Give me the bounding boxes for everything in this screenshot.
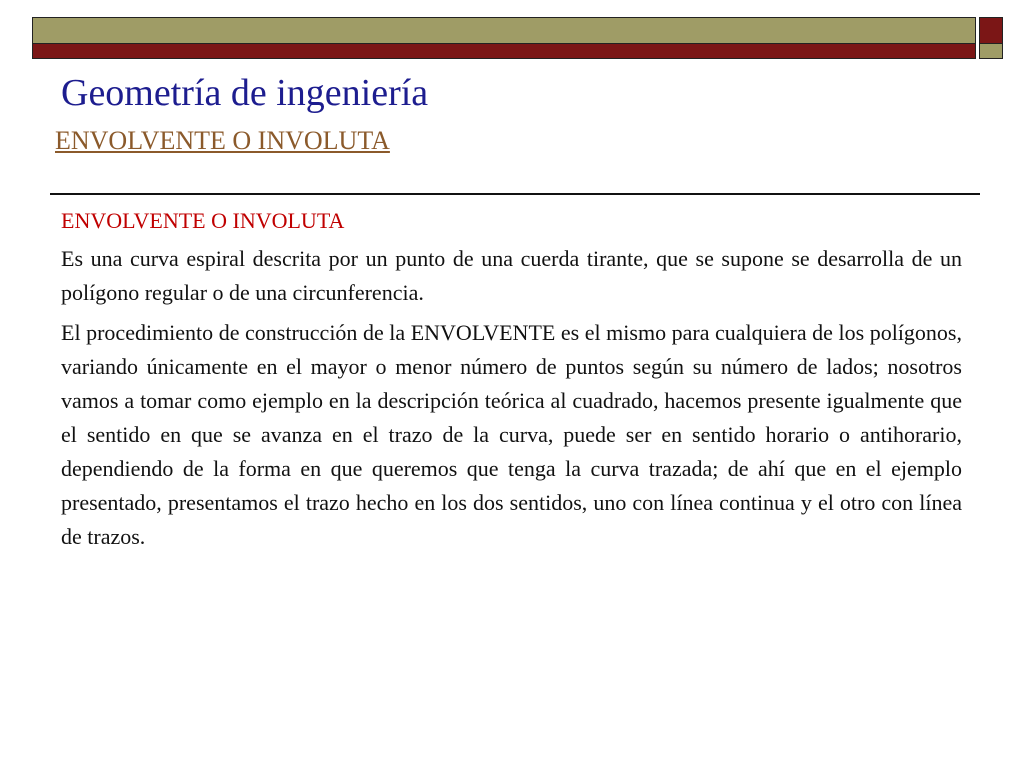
body-paragraph-2: El procedimiento de construcción de la ENVOLVENTE es el mismo para cualquiera de los polígonos, variando únicamente en el mayor o menor número de puntos según su número de lados; nosotros vamos a tomar como ejemplo en la descripción teórica al cuadrado, hacemos presente igualmente que el sentido en que se avanza en el trazo de la curva, puede ser en sentido horario o antihorario, dependiendo de la forma en que queremos que tenga la curva trazada; de ahí que en el ejemplo presentado, presentamos el trazo hecho en los dos sentidos, uno con línea continua y el otro con línea de trazos. <box>61 320 962 549</box>
corner-block-olive <box>979 44 1003 59</box>
divider-line <box>50 193 980 195</box>
slide-subtitle-link[interactable]: ENVOLVENTE O INVOLUTA <box>55 126 390 155</box>
slide-body <box>61 204 962 560</box>
body-paragraph-1: Es una curva espiral descrita por un punto de una cuerda tirante, que se supone se desarrolla de un polígono regular o de una circunferencia. <box>61 246 962 305</box>
slide-title: Geometría de ingeniería <box>61 72 429 114</box>
body-heading: ENVOLVENTE O INVOLUTA <box>61 208 345 233</box>
header-band-olive <box>32 17 976 44</box>
header-band-maroon <box>32 44 976 59</box>
corner-block-maroon <box>979 17 1003 44</box>
